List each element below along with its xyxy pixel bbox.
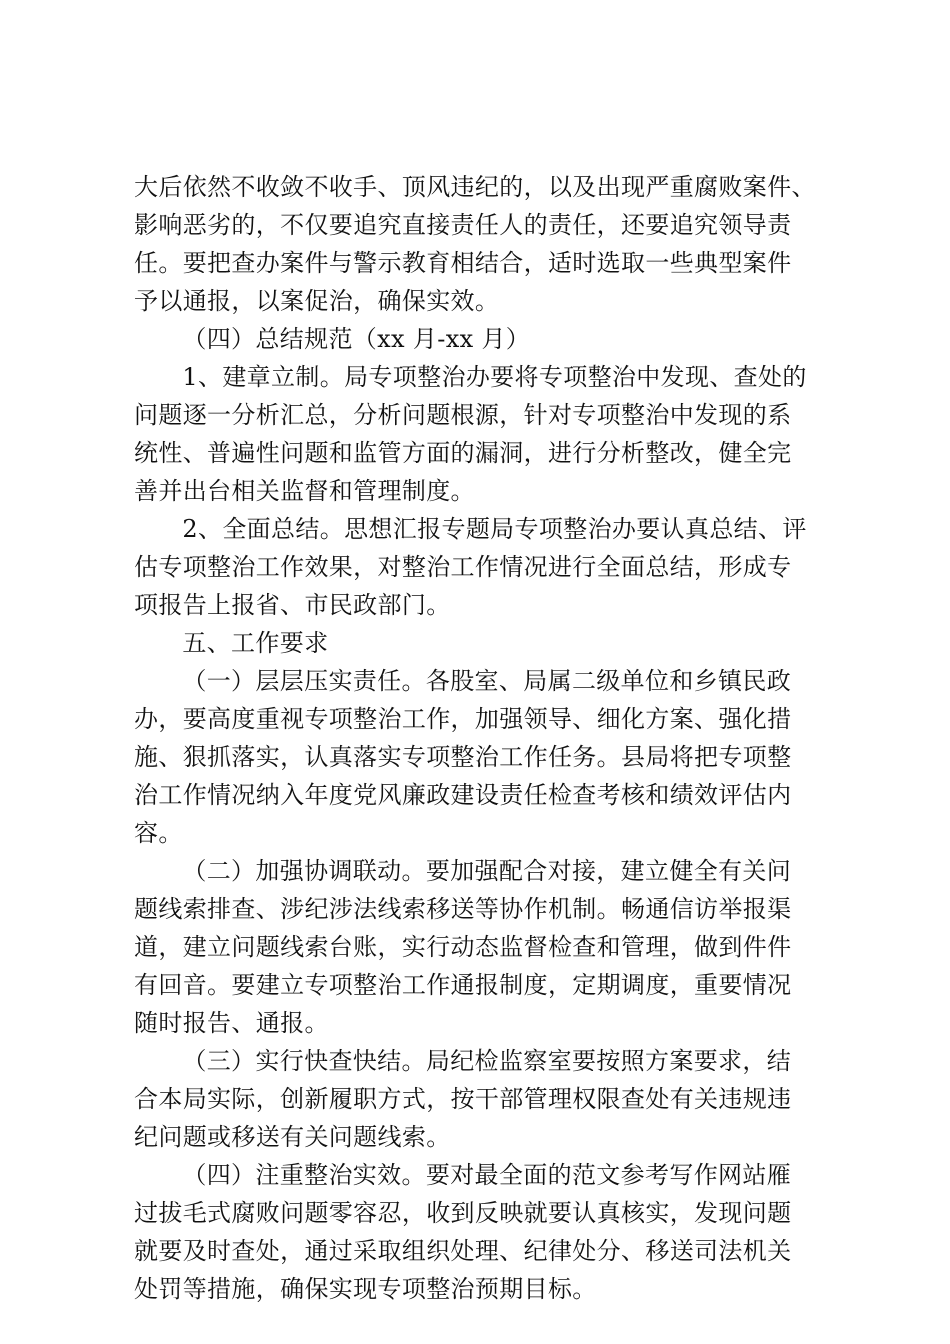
text-line: 大后依然不收敛不收手、顶风违纪的，以及出现严重腐败案件、 <box>134 173 816 201</box>
text-line: 有回音。要建立专项整治工作通报制度，定期调度，重要情况 <box>134 971 792 999</box>
text-line: 2、全面总结。思想汇报专题局专项整治办要认真总结、评 <box>158 515 807 543</box>
section-heading: 五、工作要求 <box>158 629 329 657</box>
text-line: 随时报告、通报。 <box>134 1009 329 1037</box>
text-line: 合本局实际，创新履职方式，按干部管理权限查处有关违规违 <box>134 1085 792 1113</box>
text-line: 处罚等措施，确保实现专项整治预期目标。 <box>134 1275 597 1303</box>
text-line: （四）注重整治实效。要对最全面的范文参考写作网站雁 <box>170 1161 792 1189</box>
text-line: 就要及时查处，通过采取组织处理、纪律处分、移送司法机关 <box>134 1237 792 1265</box>
text-line: 治工作情况纳入年度党风廉政建设责任检查考核和绩效评估内 <box>134 781 792 809</box>
text-line: 过拔毛式腐败问题零容忍，收到反映就要认真核实，发现问题 <box>134 1199 792 1227</box>
text-line: 予以通报，以案促治，确保实效。 <box>134 287 500 315</box>
text-line: 容。 <box>134 819 183 847</box>
text-line: 道，建立问题线索台账，实行动态监督检查和管理，做到件件 <box>134 933 792 961</box>
text-line: 统性、普遍性问题和监管方面的漏洞，进行分析整改，健全完 <box>134 439 792 467</box>
text-line: 纪问题或移送有关问题线索。 <box>134 1123 451 1151</box>
text-line: （一）层层压实责任。各股室、局属二级单位和乡镇民政 <box>170 667 792 695</box>
section-heading: （四）总结规范（xx 月-xx 月） <box>170 325 531 353</box>
text-line: （三）实行快查快结。局纪检监察室要按照方案要求，结 <box>170 1047 792 1075</box>
text-line: 善并出台相关监督和管理制度。 <box>134 477 475 505</box>
text-line: 影响恶劣的，不仅要追究直接责任人的责任，还要追究领导责 <box>134 211 792 239</box>
text-line: 题线索排查、涉纪涉法线索移送等协作机制。畅通信访举报渠 <box>134 895 792 923</box>
text-line: 1、建章立制。局专项整治办要将专项整治中发现、查处的 <box>158 363 807 391</box>
text-line: 项报告上报省、市民政部门。 <box>134 591 451 619</box>
text-line: 施、狠抓落实，认真落实专项整治工作任务。县局将把专项整 <box>134 743 792 771</box>
text-line: 估专项整治工作效果，对整治工作情况进行全面总结，形成专 <box>134 553 792 581</box>
text-line: 任。要把查办案件与警示教育相结合，适时选取一些典型案件 <box>134 249 792 277</box>
text-line: 问题逐一分析汇总，分析问题根源，针对专项整治中发现的系 <box>134 401 792 429</box>
text-line: （二）加强协调联动。要加强配合对接，建立健全有关问 <box>170 857 792 885</box>
text-line: 办，要高度重视专项整治工作，加强领导、细化方案、强化措 <box>134 705 792 733</box>
